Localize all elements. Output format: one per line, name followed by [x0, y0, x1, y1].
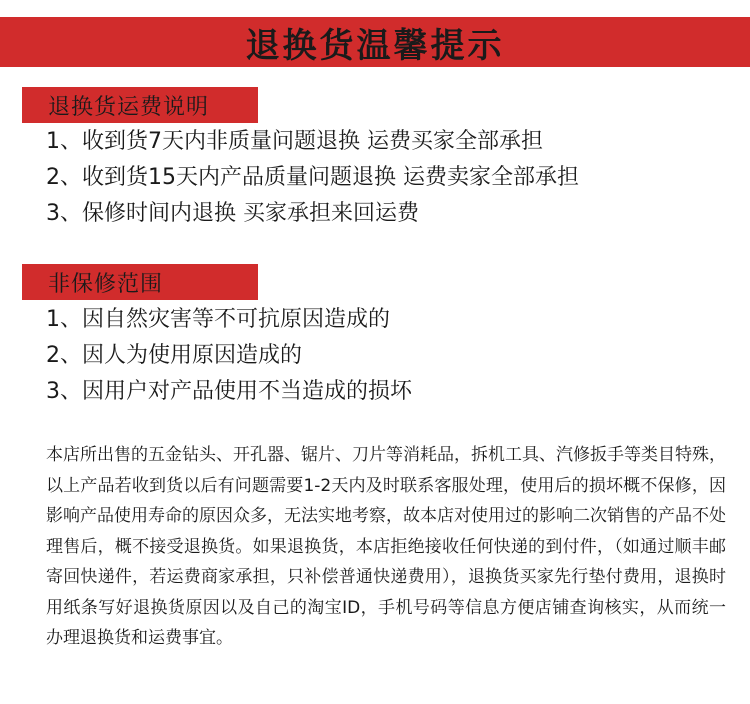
page-title: 退换货温馨提示 — [245, 25, 505, 66]
section-header-label: 退换货运费说明 — [48, 94, 210, 120]
section-header-non-warranty — [22, 264, 258, 300]
list-item: 2、收到货15天内产品质量问题退换 运费卖家全部承担 — [46, 165, 579, 190]
section-header-label: 非保修范围 — [48, 271, 164, 297]
list-item: 1、收到货7天内非质量问题退换 运费买家全部承担 — [46, 129, 543, 154]
shipping-fee-list — [46, 124, 579, 232]
section-header-shipping-fees — [22, 87, 258, 123]
list-item: 1、因自然灾害等不可抗原因造成的 — [46, 307, 390, 332]
title-banner — [0, 17, 750, 67]
non-warranty-list — [46, 302, 412, 410]
notice-paragraph: 本店所出售的五金钻头、开孔器、锯片、刀片等消耗品，拆机工具、汽修扳手等类目特殊，以上产品若收到货以后有问题需要1-2天内及时联系客服处理，使用后的损坏概不保修，因影响产品使用寿命的原因众多，无法实地考察，故本店对使用过的影响二次销售的产品不处理售后，概不接受退换货。如果退换货，本店拒绝接收任何快递的到付件，（如通过顺丰邮寄回快递件，若运费商家承担，只补偿普通快递费用），退换货买家先行垫付费用，退换时用纸条写好退换货原因以及自己的淘宝ID，手机号码等信息方便店铺查询核实，从而统一办理退换货和运费事宜。 — [46, 445, 726, 648]
list-item: 2、因人为使用原因造成的 — [46, 343, 302, 368]
list-item: 3、保修时间内退换 买家承担来回运费 — [46, 201, 419, 226]
list-item: 3、因用户对产品使用不当造成的损坏 — [46, 379, 412, 404]
